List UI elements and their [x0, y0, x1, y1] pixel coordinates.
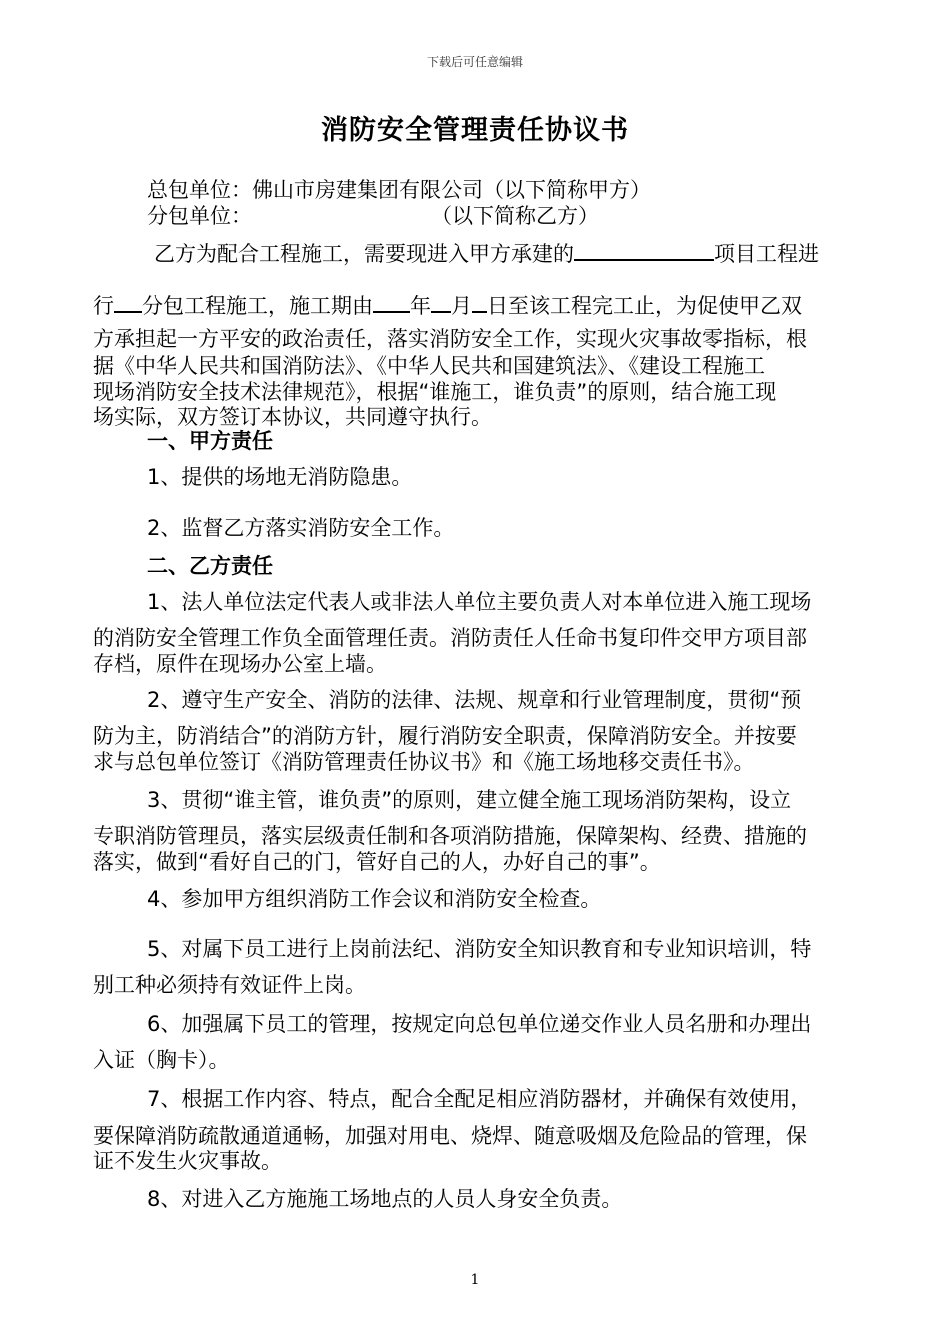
party-b-item-8: 8、对进入乙方施施工场地点的人员人身安全负责。 [147, 1187, 623, 1211]
party-b-item-3-line-2: 专职消防管理员，落实层级责任制和各项消防措施，保障架构、经费、措施的 [93, 824, 807, 848]
intro-line-2 [93, 290, 802, 320]
intro-line-5: 现场消防安全技术法律规范》，根据“谁施工，谁负责”的原则，结合施工现 [93, 380, 777, 404]
party-b-item-2-line-1: 2、遵守生产安全、消防的法律、法规、规章和行业管理制度，贯彻“预 [147, 688, 802, 712]
party-b-item-1-line-2: 的消防安全管理工作负全面管理任责。消防责任人任命书复印件交甲方项目部 [93, 626, 807, 650]
party-b-item-5-line-2: 别工种必须持有效证件上岗。 [93, 973, 366, 997]
party-b-item-3-line-1: 3、贯彻“谁主管，谁负责”的原则，建立健全施工现场消防架构，设立 [147, 788, 792, 812]
intro-text: 日至该工程完工止，为促使甲乙双 [487, 294, 802, 318]
intro-line-3: 方承担起一方平安的政治责任，落实消防安全工作，实现火灾事故零指标，根 [93, 327, 807, 351]
subcontractor-note: （以下简称乙方） [431, 204, 599, 228]
section-heading-party-a: 一、甲方责任 [147, 429, 273, 453]
party-b-item-1-line-3: 存档，原件在现场办公室上墙。 [93, 652, 387, 676]
party-b-item-7-line-2: 要保障消防疏散通道通畅，加强对用电、烧焊、随意吸烟及危险品的管理，保 [93, 1124, 807, 1148]
page-number: 1 [470, 1272, 480, 1288]
party-b-item-6-line-1: 6、加强属下员工的管理，按规定向总包单位递交作业人员名册和办理出 [147, 1012, 812, 1036]
party-a-item-2: 2、监督乙方落实消防安全工作。 [147, 516, 455, 540]
party-b-item-3-line-3: 落实，做到“看好自己的门，管好自己的人，办好自己的事”。 [93, 850, 661, 874]
section-heading-party-b: 二、乙方责任 [147, 554, 273, 578]
intro-text: 年 [410, 294, 431, 318]
party-b-item-2-line-2: 防为主，防消结合”的消防方针，履行消防安全职责，保障消防安全。并按要 [93, 724, 797, 748]
intro-text: 分包工程施工，施工期由 [142, 294, 373, 318]
subcontractor-label: 分包单位： [147, 204, 252, 228]
intro-text: 月 [451, 294, 472, 318]
work-blank[interactable] [114, 291, 142, 313]
intro-text: 乙方为配合工程施工，需要现进入甲方承建的 [154, 242, 574, 266]
party-b-item-2-line-3: 求与总包单位签订《消防管理责任协议书》和《施工场地移交责任书》。 [93, 750, 755, 774]
party-b-item-4: 4、参加甲方组织消防工作会议和消防安全检查。 [147, 887, 602, 911]
intro-text: 项目工程进 [714, 242, 819, 266]
document-title: 消防安全管理责任协议书 [321, 115, 629, 146]
month-blank[interactable] [431, 291, 451, 313]
intro-line-6: 场实际，双方签订本协议，共同遵守执行。 [93, 405, 492, 429]
party-b-item-7-line-1: 7、根据工作内容、特点，配合全配足相应消防器材，并确保有效使用， [147, 1087, 812, 1111]
party-a-item-1: 1、提供的场地无消防隐患。 [147, 465, 413, 489]
project-name-blank[interactable] [574, 239, 714, 261]
party-b-item-1-line-1: 1、法人单位法定代表人或非法人单位主要负责人对本单位进入施工现场 [147, 590, 812, 614]
party-b-item-6-line-2: 入证（胸卡）。 [93, 1048, 230, 1072]
intro-line-1 [154, 238, 819, 268]
year-blank[interactable] [373, 291, 410, 313]
party-b-item-7-line-3: 证不发生火灾事故。 [93, 1149, 282, 1173]
general-contractor-line: 总包单位：佛山市房建集团有限公司（以下简称甲方） [147, 178, 651, 202]
intro-line-4: 据《中华人民共和国消防法》、《中华人民共和国建筑法》、《建设工程施工 [93, 354, 765, 378]
party-b-item-5-line-1: 5、对属下员工进行上岗前法纪、消防安全知识教育和专业知识培训，特 [147, 937, 812, 961]
download-note: 下载后可任意编辑 [426, 55, 523, 69]
day-blank[interactable] [472, 291, 487, 313]
intro-text: 行 [93, 294, 114, 318]
